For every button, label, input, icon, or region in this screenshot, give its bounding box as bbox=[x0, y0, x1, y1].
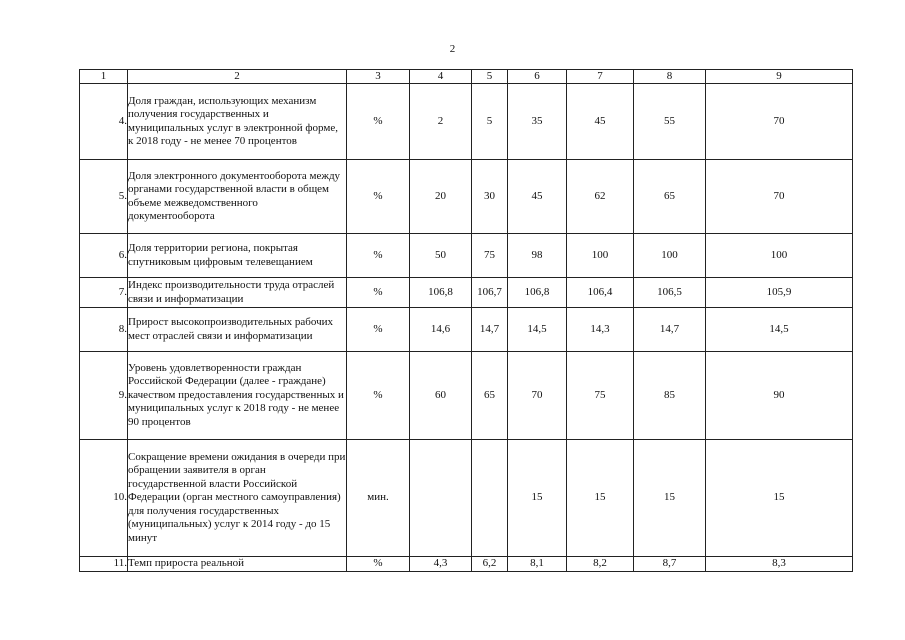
table-row bbox=[80, 308, 853, 352]
value-cell: 14,7 bbox=[634, 308, 706, 352]
value-cell bbox=[472, 440, 508, 557]
indicator-name: Прирост высокопроизводительных рабочих мест отраслей связи и информатизации bbox=[128, 308, 347, 352]
value-cell: 106,8 bbox=[410, 278, 472, 308]
value-cell: 8,7 bbox=[634, 557, 706, 572]
header-row bbox=[80, 70, 853, 84]
value-cell: 70 bbox=[706, 84, 853, 160]
column-header: 2 bbox=[128, 70, 347, 84]
unit-cell: % bbox=[347, 308, 410, 352]
unit-cell: % bbox=[347, 557, 410, 572]
column-header: 5 bbox=[472, 70, 508, 84]
value-cell: 15 bbox=[706, 440, 853, 557]
value-cell: 14,5 bbox=[706, 308, 853, 352]
row-number: 10. bbox=[80, 440, 128, 557]
indicators-table bbox=[79, 69, 853, 572]
column-header: 9 bbox=[706, 70, 853, 84]
value-cell: 15 bbox=[508, 440, 567, 557]
value-cell: 20 bbox=[410, 160, 472, 234]
value-cell: 30 bbox=[472, 160, 508, 234]
unit-cell: мин. bbox=[347, 440, 410, 557]
column-header: 7 bbox=[567, 70, 634, 84]
value-cell: 8,3 bbox=[706, 557, 853, 572]
value-cell bbox=[410, 440, 472, 557]
table-row bbox=[80, 352, 853, 440]
value-cell: 85 bbox=[634, 352, 706, 440]
value-cell: 6,2 bbox=[472, 557, 508, 572]
value-cell: 4,3 bbox=[410, 557, 472, 572]
table-row bbox=[80, 84, 853, 160]
page-number: 2 bbox=[449, 43, 456, 55]
value-cell: 55 bbox=[634, 84, 706, 160]
value-cell: 14,5 bbox=[508, 308, 567, 352]
value-cell: 14,6 bbox=[410, 308, 472, 352]
value-cell: 14,3 bbox=[567, 308, 634, 352]
unit-cell: % bbox=[347, 160, 410, 234]
value-cell: 70 bbox=[508, 352, 567, 440]
row-number: 6. bbox=[80, 234, 128, 278]
value-cell: 106,8 bbox=[508, 278, 567, 308]
column-header: 3 bbox=[347, 70, 410, 84]
value-cell: 15 bbox=[567, 440, 634, 557]
table-row bbox=[80, 278, 853, 308]
unit-cell: % bbox=[347, 234, 410, 278]
table-row bbox=[80, 160, 853, 234]
value-cell: 2 bbox=[410, 84, 472, 160]
indicator-name: Доля территории региона, покрытая спутниковым цифровым телевещанием bbox=[128, 234, 347, 278]
row-number: 4. bbox=[80, 84, 128, 160]
value-cell: 106,4 bbox=[567, 278, 634, 308]
table-row bbox=[80, 440, 853, 557]
row-number: 7. bbox=[80, 278, 128, 308]
value-cell: 50 bbox=[410, 234, 472, 278]
value-cell: 106,7 bbox=[472, 278, 508, 308]
row-number: 8. bbox=[80, 308, 128, 352]
value-cell: 60 bbox=[410, 352, 472, 440]
value-cell: 100 bbox=[706, 234, 853, 278]
value-cell: 90 bbox=[706, 352, 853, 440]
indicator-name: Индекс производительности труда отраслей связи и информатизации bbox=[128, 278, 347, 308]
value-cell: 62 bbox=[567, 160, 634, 234]
column-header: 8 bbox=[634, 70, 706, 84]
unit-cell: % bbox=[347, 84, 410, 160]
value-cell: 105,9 bbox=[706, 278, 853, 308]
value-cell: 14,7 bbox=[472, 308, 508, 352]
value-cell: 65 bbox=[472, 352, 508, 440]
value-cell: 65 bbox=[634, 160, 706, 234]
indicator-name: Доля электронного документооборота между органами государственной власти в общем объеме межведомственного документооборота bbox=[128, 160, 347, 234]
value-cell: 5 bbox=[472, 84, 508, 160]
value-cell: 100 bbox=[567, 234, 634, 278]
indicator-name: Сокращение времени ожидания в очереди при обращении заявителя в орган государственной власти Российской Федерации (орган местного самоуправления) для получения государственных (муниципальных) услуг к 2014 году - до 15 минут bbox=[128, 440, 347, 557]
value-cell: 106,5 bbox=[634, 278, 706, 308]
value-cell: 98 bbox=[508, 234, 567, 278]
table-row bbox=[80, 557, 853, 572]
value-cell: 45 bbox=[567, 84, 634, 160]
value-cell: 70 bbox=[706, 160, 853, 234]
row-number: 9. bbox=[80, 352, 128, 440]
table-row bbox=[80, 234, 853, 278]
value-cell: 8,2 bbox=[567, 557, 634, 572]
column-header: 4 bbox=[410, 70, 472, 84]
value-cell: 75 bbox=[472, 234, 508, 278]
value-cell: 8,1 bbox=[508, 557, 567, 572]
unit-cell: % bbox=[347, 278, 410, 308]
column-header: 1 bbox=[80, 70, 128, 84]
unit-cell: % bbox=[347, 352, 410, 440]
value-cell: 75 bbox=[567, 352, 634, 440]
value-cell: 100 bbox=[634, 234, 706, 278]
indicator-name: Темп прироста реальной bbox=[128, 557, 347, 572]
indicator-name: Уровень удовлетворенности граждан Российской Федерации (далее - граждане) качеством предоставления государственных и муниципальных услуг к 2018 году - не менее 90 процентов bbox=[128, 352, 347, 440]
row-number: 5. bbox=[80, 160, 128, 234]
indicator-name: Доля граждан, использующих механизм получения государственных и муниципальных услуг в электронной форме, к 2018 году - не менее 70 процентов bbox=[128, 84, 347, 160]
value-cell: 35 bbox=[508, 84, 567, 160]
column-header: 6 bbox=[508, 70, 567, 84]
value-cell: 45 bbox=[508, 160, 567, 234]
value-cell: 15 bbox=[634, 440, 706, 557]
row-number: 11. bbox=[80, 557, 128, 572]
